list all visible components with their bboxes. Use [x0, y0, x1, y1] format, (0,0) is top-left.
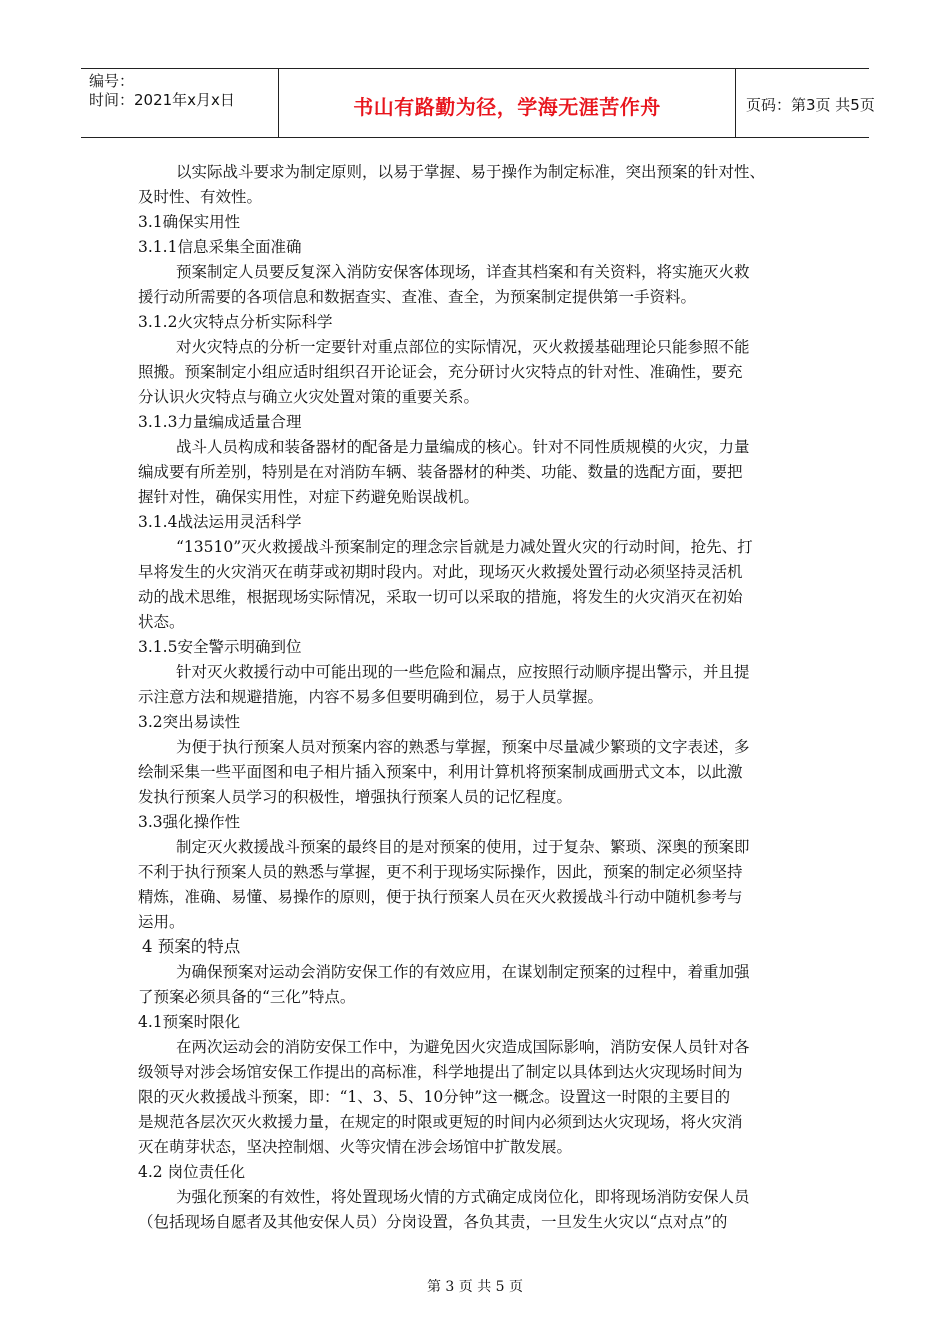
- body-text-line: 状态。: [138, 613, 185, 631]
- body-text-line: 以实际战斗要求为制定原则，以易于掌握、易于操作为制定标准，突出预案的针对性、: [176, 163, 766, 181]
- body-text-line: （包括现场自愿者及其他安保人员）分岗设置，各负其责，一旦发生火灾以“点对点”的: [138, 1213, 728, 1231]
- body-text-line: 级领导对涉会场馆安保工作提出的高标准，科学地提出了制定以具体到达火灾现场时间为: [138, 1063, 743, 1081]
- document-date: 时间：2021年x月x日: [89, 91, 235, 109]
- body-text-line: 早将发生的火灾消灭在萌芽或初期时段内。对此，现场灭火救援处置行动必须坚持灵活机: [138, 563, 743, 581]
- body-text-line: 动的战术思维，根据现场实际情况，采取一切可以采取的措施，将发生的火灾消灭在初始: [138, 588, 743, 606]
- subsection-heading: 3.1.2火灾特点分析实际科学: [138, 313, 333, 331]
- subsection-heading: 3.1.1信息采集全面准确: [138, 238, 302, 256]
- body-text-line: 及时性、有效性。: [138, 188, 263, 206]
- body-text-line: 编成要有所差别，特别是在对消防车辆、装备器材的种类、功能、数量的选配方面，要把: [138, 463, 743, 481]
- body-text-line: 绘制采集一些平面图和电子相片插入预案中，利用计算机将预案制成画册式文本，以此激: [138, 763, 743, 781]
- body-text-line: 限的灭火救援战斗预案，即：“1、3、5、10分钟”这一概念。设置这一时限的主要目的: [138, 1088, 731, 1106]
- body-text-line: 为确保预案对运动会消防安保工作的有效应用，在谋划制定预案的过程中，着重加强: [176, 963, 750, 981]
- header-page-cell: [736, 69, 875, 137]
- page-header: [81, 68, 875, 138]
- section-heading: 3.1确保实用性: [138, 213, 241, 231]
- body-text-line: 在两次运动会的消防安保工作中，为避免因火灾造成国际影响，消防安保人员针对各: [176, 1038, 750, 1056]
- chapter-heading: 4 预案的特点: [142, 937, 241, 956]
- header-page-info: 页码：第3页 共5页: [746, 96, 875, 114]
- body-text-line: 是规范各层次灭火救援力量，在规定的时限或更短的时间内必须到达火灾现场，将火灾消: [138, 1113, 743, 1131]
- body-text-line: 援行动所需要的各项信息和数据查实、查准、查全，为预案制定提供第一手资料。: [138, 288, 697, 306]
- body-text-line: 分认识火灾特点与确立火灾处置对策的重要关系。: [138, 388, 480, 406]
- section-heading: 4.1预案时限化: [138, 1013, 241, 1031]
- header-motto-cell: [279, 69, 736, 137]
- body-text-line: 战斗人员构成和装备器材的配备是力量编成的核心。针对不同性质规模的火灾，力量: [176, 438, 750, 456]
- header-meta-cell: [81, 69, 279, 137]
- subsection-heading: 3.1.5安全警示明确到位: [138, 638, 302, 656]
- body-text-line: 了预案必须具备的“三化”特点。: [138, 988, 356, 1006]
- body-text-line: 精炼，准确、易懂、易操作的原则，便于执行预案人员在灭火救援战斗行动中随机参考与: [138, 888, 743, 906]
- body-text-line: 制定灭火救援战斗预案的最终目的是对预案的使用，过于复杂、繁琐、深奥的预案即: [176, 838, 750, 856]
- body-text-line: 为强化预案的有效性，将处置现场火情的方式确定成岗位化，即将现场消防安保人员: [176, 1188, 750, 1206]
- subsection-heading: 3.1.4战法运用灵活科学: [138, 513, 302, 531]
- body-text-line: 运用。: [138, 913, 185, 931]
- document-number-label: 编号：: [89, 72, 135, 90]
- body-text-line: 针对灭火救援行动中可能出现的一些危险和漏点，应按照行动顺序提出警示，并且提: [176, 663, 750, 681]
- header-motto: 书山有路勤为径，学海无涯苦作舟: [353, 95, 661, 119]
- section-heading: 3.3强化操作性: [138, 813, 241, 831]
- body-text-line: 示注意方法和规避措施，内容不易多但要明确到位，易于人员掌握。: [138, 688, 604, 706]
- section-heading: 3.2突出易读性: [138, 713, 241, 731]
- body-text-line: 为便于执行预案人员对预案内容的熟悉与掌握，预案中尽量减少繁琐的文字表述，多: [176, 738, 750, 756]
- body-text-line: 对火灾特点的分析一定要针对重点部位的实际情况，灭火救援基础理论只能参照不能: [176, 338, 750, 356]
- body-text-line: 不利于执行预案人员的熟悉与掌握，更不利于现场实际操作，因此，预案的制定必须坚持: [138, 863, 743, 881]
- body-text-line: 握针对性，确保实用性，对症下药避免贻误战机。: [138, 488, 480, 506]
- body-text-line: 发执行预案人员学习的积极性，增强执行预案人员的记忆程度。: [138, 788, 573, 806]
- body-text-line: “13510”灭火救援战斗预案制定的理念宗旨就是力减处置火灾的行动时间，抢先、打: [176, 538, 753, 556]
- section-heading: 4.2 岗位责任化: [138, 1163, 246, 1181]
- body-text-line: 预案制定人员要反复深入消防安保客体现场，详查其档案和有关资料，将实施灭火救: [176, 263, 750, 281]
- subsection-heading: 3.1.3力量编成适量合理: [138, 413, 302, 431]
- body-text-line: 灭在萌芽状态，坚决控制烟、火等灾情在涉会场馆中扩散发展。: [138, 1138, 573, 1156]
- body-text-line: 照搬。预案制定小组应适时组织召开论证会，充分研讨火灾特点的针对性、准确性，要充: [138, 363, 743, 381]
- page-footer: 第 3 页 共 5 页: [426, 1279, 524, 1295]
